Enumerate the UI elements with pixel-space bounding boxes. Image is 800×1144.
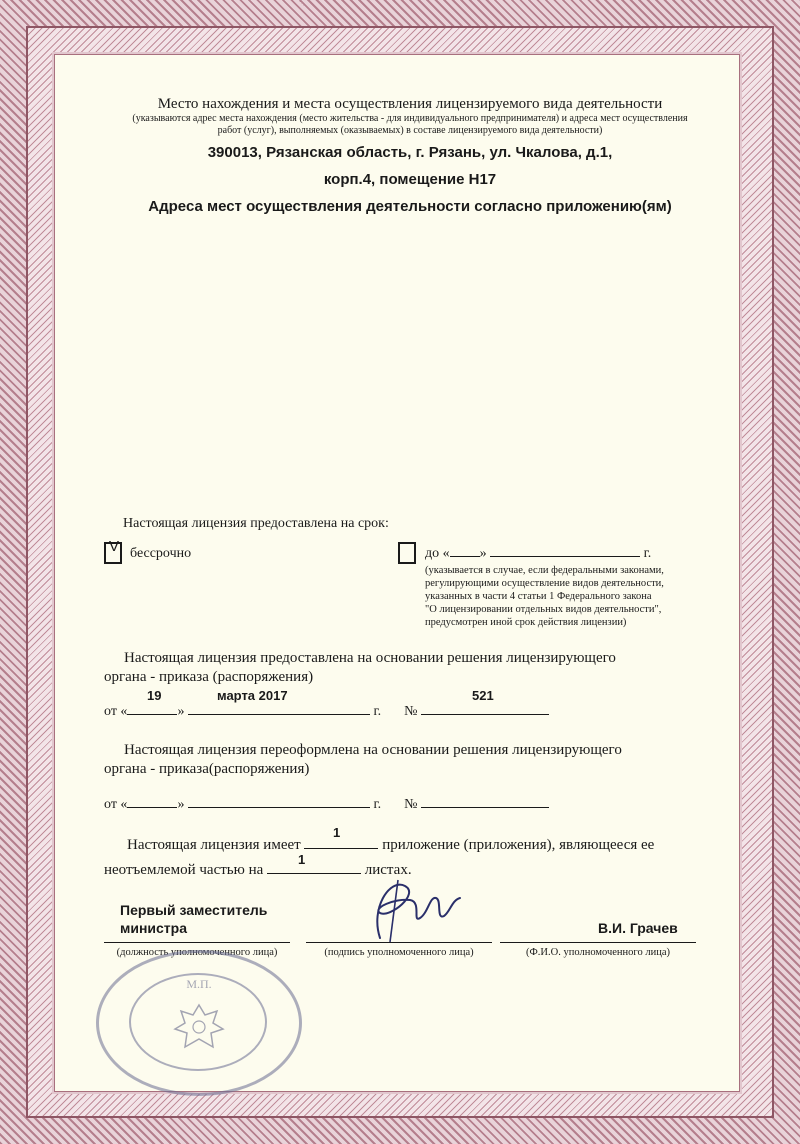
reissue-number-prefix: № — [404, 797, 418, 812]
eagle-emblem-icon — [171, 1001, 227, 1051]
basis-day-field[interactable] — [127, 714, 177, 715]
basis-number-prefix: № — [404, 704, 418, 719]
unlimited-checkbox[interactable] — [104, 538, 122, 564]
signer-position-line2: министра — [120, 920, 188, 936]
reissue-day-field[interactable] — [127, 807, 177, 808]
header-note-line2: работ (услуг), выполняемых (оказываемых) в составе лицензируемого вида деятельности) — [217, 125, 603, 136]
name-line — [500, 942, 696, 943]
basis-text-line1: Настоящая лицензия предоставлена на основании решения лицензирующего — [124, 650, 616, 666]
until-note-line: (указывается в случае, если федеральными законами, — [425, 565, 664, 576]
reissue-year-suffix: г. — [373, 797, 382, 812]
appendix-count-field[interactable] — [304, 848, 378, 849]
until-suffix: г. — [643, 546, 652, 561]
reissue-from-prefix: от « — [104, 797, 128, 812]
basis-date-row — [104, 704, 549, 720]
basis-text-line2: органа - приказа (распоряжения) — [104, 669, 314, 685]
address-line3: Адреса мест осуществления деятельности согласно приложению(ям) — [148, 198, 672, 215]
appendix-sheets-field[interactable] — [267, 873, 361, 874]
unlimited-label: бессрочно — [130, 546, 192, 561]
basis-number-field[interactable] — [421, 714, 549, 715]
until-note-line: предусмотрен иной срок действия лицензии) — [425, 617, 627, 628]
until-day-field[interactable] — [450, 556, 480, 557]
appendix-sheets: 1 — [298, 852, 306, 867]
signer-name: В.И. Грачев — [598, 920, 678, 936]
until-note-line: "О лицензировании отдельных видов деятельности", — [425, 604, 662, 615]
basis-day: 19 — [147, 688, 162, 703]
stamp-label: М.П. — [186, 977, 212, 991]
until-note-line: регулирующими осуществление видов деятельности, — [425, 578, 664, 589]
until-date-row — [425, 546, 651, 562]
until-month-field[interactable] — [490, 556, 640, 557]
address-line1: 390013, Рязанская область, г. Рязань, ул. Чкалова, д.1, — [207, 144, 613, 161]
official-stamp — [96, 950, 302, 1096]
reissue-month-field[interactable] — [188, 807, 370, 808]
appendix-line1 — [127, 837, 654, 854]
basis-from-prefix: от « — [104, 704, 128, 719]
until-note-line: указанных в части 4 статьи 1 Федерального закона — [425, 591, 652, 602]
basis-year-suffix: г. — [373, 704, 382, 719]
basis-from-mid: » — [177, 704, 185, 719]
reissue-text-line2: органа - приказа(распоряжения) — [104, 761, 310, 777]
reissue-text-line1: Настоящая лицензия переоформлена на основании решения лицензирующего — [124, 742, 622, 758]
check-mark: V — [109, 538, 120, 555]
header-title: Место нахождения и места осуществления лицензируемого вида деятельности — [157, 96, 663, 112]
reissue-number-field[interactable] — [421, 807, 549, 808]
until-mid: » — [479, 546, 487, 561]
until-checkbox[interactable] — [398, 542, 416, 564]
appendix-line1-suffix: приложение (приложения), являющееся ее — [382, 837, 655, 853]
header-note-line1: (указываются адрес места нахождения (место жительства - для индивидуального предпринимателя) и адреса мест осуществления — [132, 113, 688, 124]
handwritten-signature — [350, 868, 470, 948]
basis-number: 521 — [472, 688, 494, 703]
basis-month-field[interactable] — [188, 714, 370, 715]
term-intro: Настоящая лицензия предоставлена на срок: — [123, 516, 389, 531]
reissue-date-row — [104, 797, 549, 813]
caption-position: (должность уполномоченного лица) — [116, 947, 278, 958]
appendix-count: 1 — [333, 825, 341, 840]
appendix-line1-prefix: Настоящая лицензия имеет — [127, 837, 301, 853]
until-prefix: до « — [425, 546, 450, 561]
appendix-line2-prefix: неотъемлемой частью на — [104, 862, 264, 878]
caption-name: (Ф.И.О. уполномоченного лица) — [526, 947, 670, 958]
address-line2: корп.4, помещение Н17 — [323, 171, 497, 188]
basis-month-year: марта 2017 — [217, 688, 288, 703]
position-line — [104, 942, 290, 943]
caption-signature: (подпись уполномоченного лица) — [324, 947, 474, 958]
signer-position-line1: Первый заместитель — [120, 902, 268, 918]
appendix-line2-suffix: листах. — [364, 862, 412, 878]
reissue-from-mid: » — [177, 797, 185, 812]
until-note — [425, 564, 725, 629]
